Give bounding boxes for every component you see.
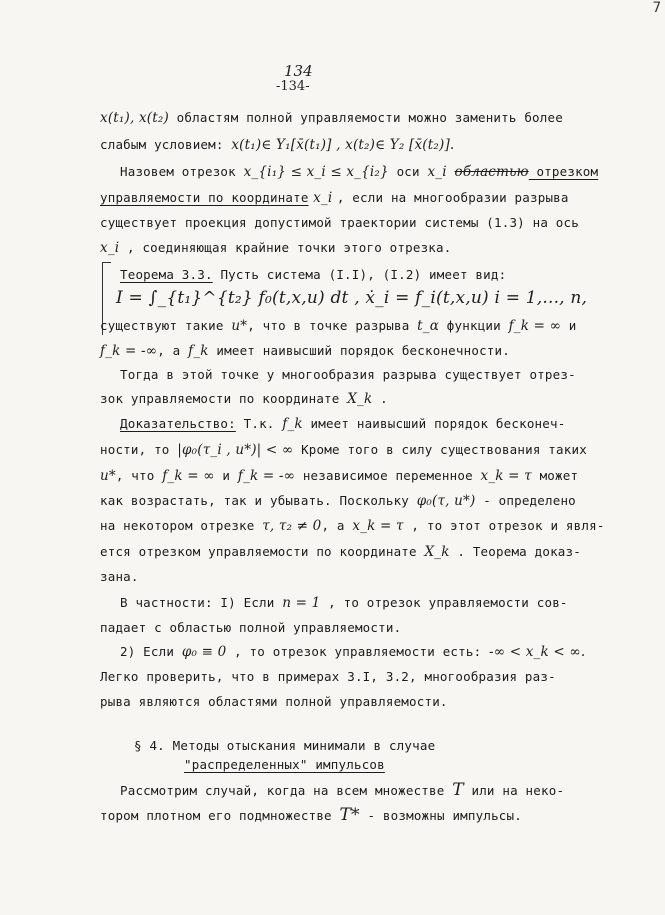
text-line-28: тором плотном его подмножестве T* - возможны импульсы. xyxy=(100,805,522,825)
text-line-1: x(t₁), x(t₂) областям полной управляемости можно заменить более xyxy=(100,110,563,126)
text-line-17: на некотором отрезке τ, τ₂ ≠ 0, а x_k = τ , то этот отрезок и явля- xyxy=(100,518,605,534)
text-line-24: рыва являются областями полной управляемости. xyxy=(100,694,448,709)
text-line-21: падает с областью полной управляемости. xyxy=(100,620,402,635)
text-line-7: Теорема 3.3. Пусть система (I.I), (I.2) имеет вид: xyxy=(120,267,507,282)
text-line-9: существуют такие u*, что в точке разрыва t_α функции f_k = ∞ и xyxy=(100,318,577,334)
text-line-20: В частности: I) Если n = 1 , то отрезок управляемости сов- xyxy=(120,595,568,611)
text-line-3: Назовем отрезок x_{i₁} ≤ x_i ≤ x_{i₂} оси x_i областью отрезком xyxy=(120,164,599,180)
section-subheading: "распределенных" импульсов xyxy=(184,757,385,772)
text-line-14: ности, то |φ₀(τ_i , u*)| < ∞ Кроме того в силу существования таких xyxy=(100,442,587,458)
text-line-27: Рассмотрим случай, когда на всем множестве T или на неко- xyxy=(120,780,565,800)
text-line-13: Доказательство: Т.к. f_k имеет наивысший порядок бесконеч- xyxy=(120,416,566,432)
section-heading: § 4. Методы отыскания минимали в случае xyxy=(134,738,436,753)
text-line-22: 2) Если φ₀ ≡ 0 , то отрезок управляемости есть: -∞ < x_k < ∞. xyxy=(120,644,586,660)
text-line-2: слабым условием: x(t₁)∈ Y₁[x̄(t₁)] , x(t₂)∈ Y₂ [x̄(t₂)]. xyxy=(100,137,455,153)
formula-line: I = ∫_{t₁}^{t₂} f₀(t,x,u) dt , ẋ_i = f_i(t,x,u) i = 1,..., n, xyxy=(116,288,588,308)
text-line-5: существует проекция допустимой траектории системы (1.3) на ось xyxy=(100,215,579,230)
text-line-15: u*, что f_k = ∞ и f_k = -∞ независимое переменное x_k = τ может xyxy=(100,468,579,484)
corner-mark: 7 xyxy=(652,0,661,16)
page-number-handwritten: 134 xyxy=(284,62,313,80)
text-line-18: ется отрезком управляемости по координате X_k . Теорема доказ- xyxy=(100,544,581,560)
text-line-19: зана. xyxy=(100,569,139,584)
text-line-4: управляемости по координате x_i , если на многообразии разрыва xyxy=(100,190,569,206)
text-line-6: x_i , соединяющая крайние точки этого отрезка. xyxy=(100,240,452,256)
page-number-typed: -134- xyxy=(276,79,310,94)
text-line-23: Легко проверить, что в примерах 3.I, 3.2, многообразия раз- xyxy=(100,669,556,684)
text-line-12: зок управляемости по координате X_k . xyxy=(100,391,388,407)
text-line-10: f_k = -∞, а f_k имеет наивысший порядок бесконечности. xyxy=(100,343,510,359)
text-line-16: как возрастать, так и убывать. Поскольку φ₀(τ, u*) - определено xyxy=(100,493,576,509)
text-line-11: Тогда в этой точке у многообразия разрыва существует отрез- xyxy=(120,367,576,382)
